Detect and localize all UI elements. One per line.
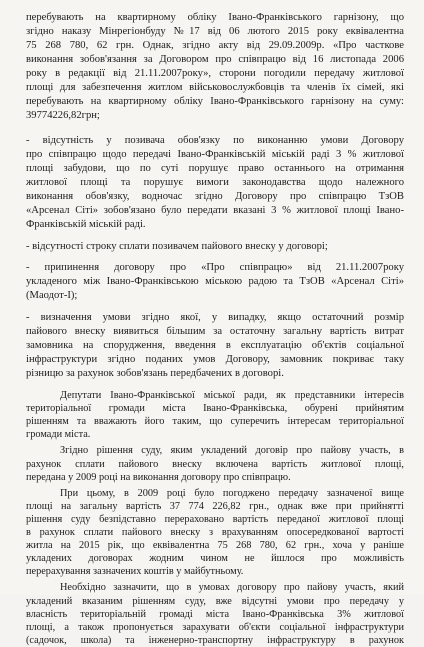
list-item-line: - відсутність у позивача обов'язку по виконанню умови Договору — [26, 135, 404, 146]
paragraph-first-line: При цьому, в 2009 році було погоджено передачу зазначеної вище — [60, 487, 404, 499]
text-line: Франківській міській раді. — [26, 219, 146, 230]
paragraph-first-line: Необхідно зазначити, що в умовах договору про пайову участь, який — [60, 582, 404, 594]
text-line: різницю за рахунок зобов'язань передбачених в договорі. — [26, 368, 284, 379]
paragraph-first-line: Депутати Івано-Франківської міської ради, як представники інтересів — [60, 390, 404, 401]
text-line: виконання обов'язку, водночас згідно Договору про співпрацю ТзОВ — [26, 191, 404, 202]
text-line: перебувають на квартирному обліку Івано-Франківського гарнізону, що — [26, 12, 404, 23]
text-line: про співпрацю щодо передачі Івано-Франківській міській раді 3 % житлової — [26, 149, 404, 160]
text-line: замовника на спорудження, введення в експлуатацію об'єктів соціальної — [26, 340, 404, 351]
text-line: власність територіальній громаді міста Івано-Франківська 3% житлової — [26, 608, 404, 620]
text-line: передана у 2009 році на виконання договору про співпрацю. — [26, 471, 291, 483]
text-line: виконання зобов'язання за Договором про співпрацю від 16 листопада 2006 — [26, 54, 404, 65]
text-line: укладений вказаним рішенням суду, вже відсутні умови про передачу у — [26, 595, 404, 607]
text-line: рішення суду безпідставно перераховано вартість переданої житлової площі — [26, 513, 404, 525]
text-line: житлової площі та порушує вимоги законодавства щодо належного — [26, 177, 404, 188]
text-line: інфраструктури згідно поданих умов Договору, замовник покриває таку — [26, 354, 404, 365]
text-line: рішенням та вважають його таким, що суперечить інтересам територіальної — [26, 416, 404, 428]
list-item-line: - відсутності строку сплати позивачем пайового внеску у договорі; — [26, 241, 328, 252]
list-item-line: - визначення умови згідно якої, у випадку, якщо остаточний розмір — [26, 312, 404, 323]
text-line: площі для забезпечення житлом військовослужбовців та членів їх сімей, які — [26, 82, 404, 93]
list-item-line: - припинення договору про «Про співпрацю» від 21.11.2007року — [26, 262, 404, 273]
text-line: житла на 2015 рік, що еквівалентна 75 268 780, 62 грн., хоча у раніше — [26, 540, 404, 552]
text-line: в рахунок сплати пайового внеску з врахуванням опосередкованої вартості — [26, 527, 404, 538]
text-line: (садочок, школа) та інженерно-транспортну інфраструктуру в рахунок — [26, 634, 404, 646]
text-line: року в редакції від 21.11.2007року», сторони погодили передачу житлової — [26, 68, 404, 79]
text-line: громади міста. — [26, 429, 91, 441]
text-line: перерахування зазначених коштів у майбутньому. — [26, 566, 244, 578]
text-line: площі забудови, що по суті порушує право останнього на отримання — [26, 163, 404, 174]
text-line: (Маодот-І); — [26, 290, 78, 301]
text-line: «Арсенал Сіті» зобов'язано було передати вказані 3 % житлової площі Івано- — [26, 205, 404, 216]
text-line: площі, а також пропонується зарахувати об'єкти соціальної інфраструктури — [26, 621, 404, 633]
text-line: 39774226,82грн; — [26, 110, 100, 121]
text-line: перебувають на квартирному обліку Івано-Франківського гарнізону на суму: — [26, 96, 404, 107]
text-line: пайового внеску виявиться більшим за остаточну загальну вартість витрат — [26, 326, 404, 337]
text-line: територіальної громади міста Івано-Франківська, обурені прийнятим — [26, 403, 404, 415]
text-line: укладених договорах жодним чином не йшлося про можливість — [26, 553, 404, 565]
text-line: укладеного між Івано-Франківською міською радою та ТзОВ «Арсенал Сіті» — [26, 276, 404, 287]
paragraph-first-line: Згідно рішення суду, яким укладений договір про пайову участь, в — [60, 445, 404, 457]
text-line: згідно наказу Мінрегіонбуду №17 від 06 лютого 2015 року еквівалентна — [26, 26, 404, 37]
text-line: 75 268 780, 62 грн. Однак, згідно акту від 29.09.2009р. «Про часткове — [26, 40, 404, 51]
text-line: площі на загальну вартість 37 774 226,82 грн., однак вже при прийнятті — [26, 500, 404, 512]
text-line: рахунок сплати пайового внеску включена вартість житлової площі, — [26, 458, 404, 470]
